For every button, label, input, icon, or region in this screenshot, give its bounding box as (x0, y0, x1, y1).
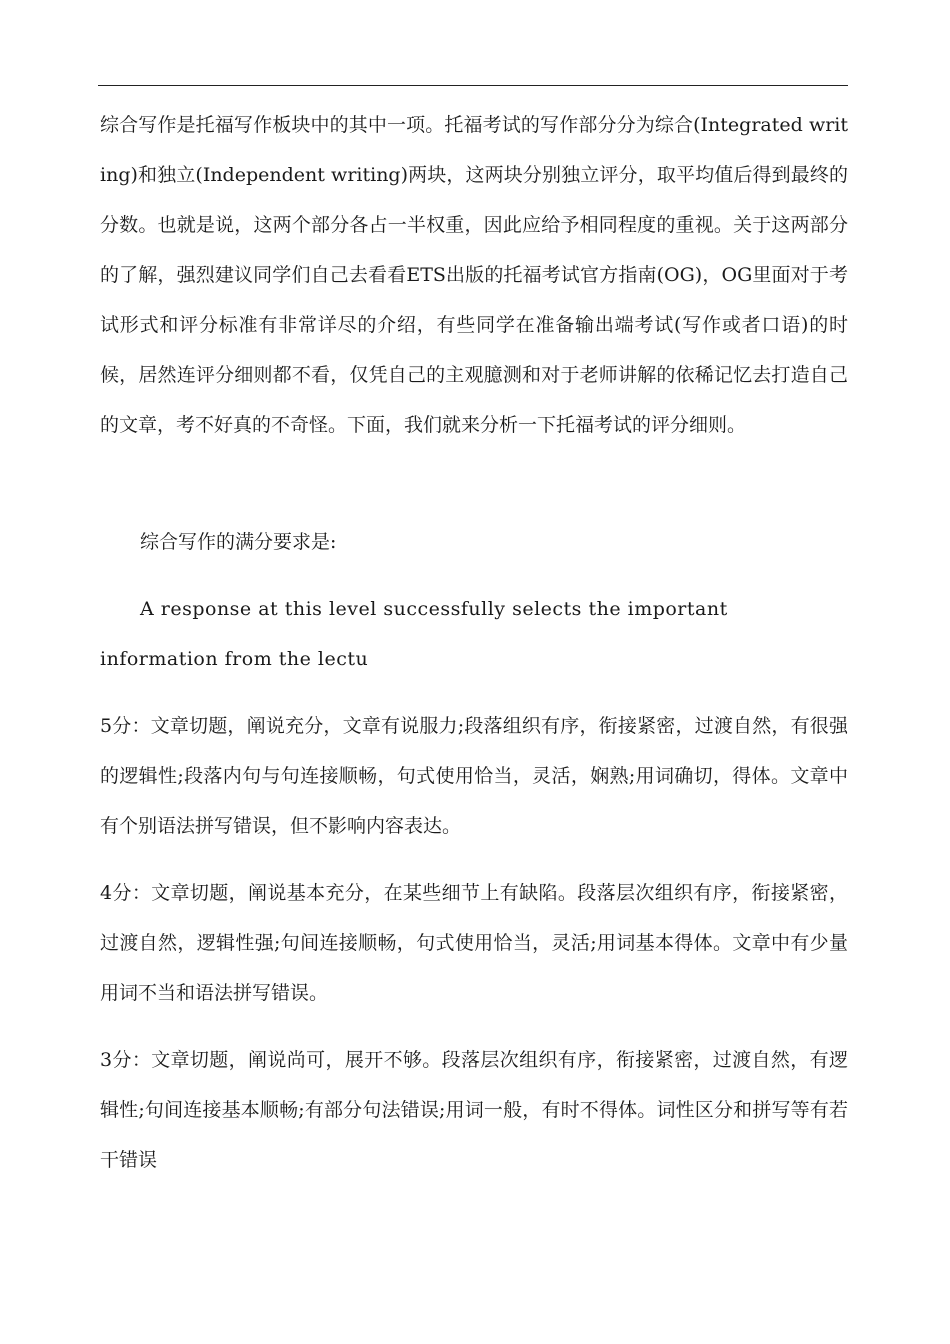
intro-paragraph: 综合写作是托福写作板块中的其中一项。托福考试的写作部分分为综合(Integrated writing)和独立(Independent writing)两块，这两块分别独立评分，取平均值后得到最终的分数。也就是说，这两个部分各占一半权重，因此应给予相同程度的重视。关于这两部分的了解，强烈建议同学们自己去看看ETS出版的托福考试官方指南(OG)，OG里面对于考试形式和评分标准有非常详尽的介绍，有些同学在准备输出端考试(写作或者口语)的时候，居然连评分细则都不看，仅凭自己的主观臆测和对于老师讲解的依稀记忆去打造自己的文章，考不好真的不奇怪。下面，我们就来分析一下托福考试的评分细则。 (100, 114, 848, 436)
score-3-paragraph: 3分：文章切题，阐说尚可，展开不够。段落层次组织有序，衔接紧密，过渡自然，有逻辑性;句间连接基本顺畅;有部分句法错误;用词一般，有时不得体。词性区分和拼写等有若干错误 (100, 1049, 848, 1171)
score-5-paragraph: 5分：文章切题，阐说充分，文章有说服力;段落组织有序，衔接紧密，过渡自然，有很强的逻辑性;段落内句与句连接顺畅，句式使用恰当，灵活，娴熟;用词确切，得体。文章中有个别语法拼写错误，但不影响内容表达。 (100, 715, 848, 837)
english-criteria-paragraph: A response at this level successfully selects the important information from the lectu (100, 598, 728, 670)
score-4-paragraph: 4分：文章切题，阐说基本充分，在某些细节上有缺陷。段落层次组织有序，衔接紧密，过渡自然，逻辑性强;句间连接顺畅，句式使用恰当，灵活;用词基本得体。文章中有少量用词不当和语法拼写错误。 (100, 882, 848, 1004)
full-score-heading: 综合写作的满分要求是: (140, 531, 337, 553)
header-rule (98, 85, 848, 86)
